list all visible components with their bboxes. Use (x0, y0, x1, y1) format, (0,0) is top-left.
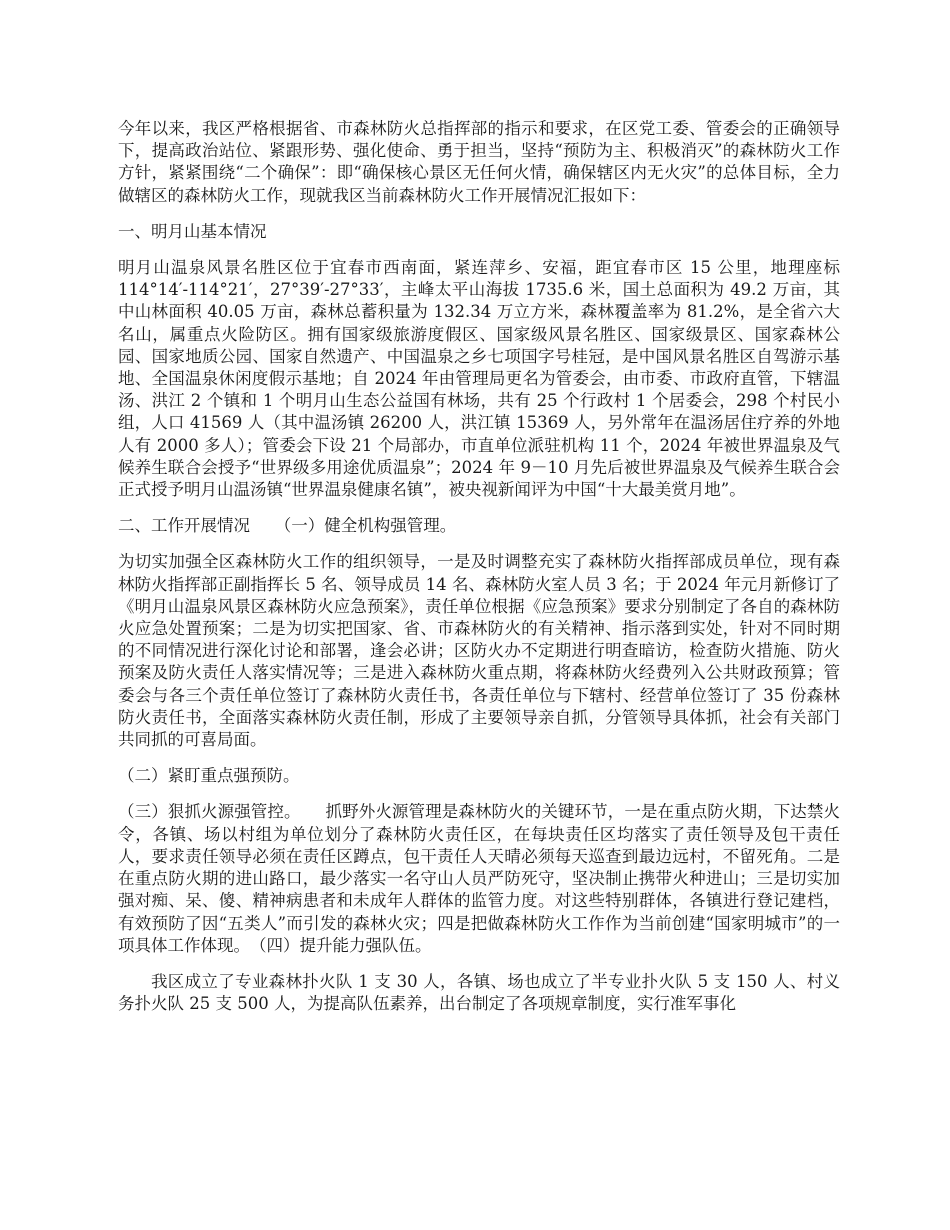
subsection-3-paragraph: （三）狠抓火源强管控。 抓野外火源管理是森林防火的关键环节，一是在重点防火期，下达禁火令，各镇、场以村组为单位划分了森林防火责任区，在每块责任区均落实了责任领导及包干责任人，要求责任领导必须在责任区蹲点，包干责任人天晴必须每天巡查到最边远村，不留死角。二是在重点防火期的进山路口，最少落实一名守山人员严防死守，坚决制止携带火种进山；三是切实加强对痴、呆、傻、精神病患者和未成年人群体的监管力度。对这些特别群体，各镇进行登记建档，有效预防了因“五类人”而引发的森林火灾；四是把做森林防火工作作为当前创建“国家明城市”的一项具体工作体现。 （四）提升能力强队伍。 (118, 802, 840, 955)
document-body (118, 118, 840, 1029)
section-1-paragraph: 明月山温泉风景名胜区位于宜春市西南面，紧连萍乡、安福，距宜春市区 15 公里，地理座标 114°14′-114°21′，27°39′-27°33′，主峰太平山海拔 1735.6 米，国土总面积为 49.2 万亩，其中山林面积 40.05 万亩，森林总蓄积量为 132.34 万立方米，森林覆盖率为 81.2%，是全省六大名山，属重点火险防区。拥有国家级旅游度假区、国家级风景名胜区、国家级景区、国家森林公园、国家地质公园、国家自然遗产、中国温泉之乡七项国字号桂冠，是中国风景名胜区自驾游示基地、全国温泉休闲度假示基地；自 2024 年由管理局更名为管委会，由市委、市政府直管，下辖温汤、洪江 2 个镇和 1 个明月山生态公益国有林场，共有 25 个行政村 1 个居委会，298 个村民小组，人口 41569 人（其中温汤镇 26200 人，洪江镇 15369 人，另外常年在温汤居住疗养的外地人有 2000 多人）；管委会下设 21 个局部办，市直单位派驻机构 11 个，2024 年被世界温泉及气候养生联合会授予“世界级多用途优质温泉”；2024 年 9－10 月先后被世界温泉及气候养生联合会正式授予明月山温汤镇“世界温泉健康名镇”，被央视新闻评为中国“十大最美赏月地”。 (118, 258, 840, 500)
section-2-paragraph: 为切实加强全区森林防火工作的组织领导，一是及时调整充实了森林防火指挥部成员单位，现有森林防火指挥部正副指挥长 5 名、领导成员 14 名、森林防火室人员 3 名；于 2024 年元月新修订了《明月山温泉风景区森林防火应急预案》，责任单位根据《应急预案》要求分别制定了各自的森林防火应急处置预案；二是为切实把国家、省、市森林防火的有关精神、指示落到实处，针对不同时期的不同情况进行深化讨论和部署，逢会必讲；区防火办不定期进行明查暗访，检查防火措施、防火预案及防火责任人落实情况等；三是进入森林防火重点期，将森林防火经费列入公共财政预算；管委会与各三个责任单位签订了森林防火责任书，各责任单位与下辖村、经营单位签订了 35 份森林防火责任书，全面落实森林防火责任制，形成了主要领导亲自抓，分管领导具体抓，社会有关部门共同抓的可喜局面。 (118, 552, 840, 750)
section-2-heading: 二、工作开展情况 （一）健全机构强管理。 (118, 516, 457, 536)
intro-paragraph: 今年以来，我区严格根据省、市森林防火总指挥部的指示和要求，在区党工委、管委会的正确领导下，提高政治站位、紧跟形势、强化使命、勇于担当，坚持“预防为主、积极消灭”的森林防火工作方针，紧紧围绕“二个确保”：即“确保核心景区无任何火情，确保辖区内无火灾”的总体目标，全力做辖区的森林防火工作，现就我区当前森林防火工作开展情况汇报如下： (118, 119, 840, 205)
subsection-4-paragraph: 我区成立了专业森林扑火队 1 支 30 人，各镇、场也成立了半专业扑火队 5 支 150 人、村义务扑火队 25 支 500 人，为提高队伍素养，出台制定了各项规章制度，实行准军事化 (118, 971, 840, 1014)
section-1-heading: 一、明月山基本情况 (118, 221, 267, 241)
subsection-2-heading: （二）紧盯重点强预防。 (118, 766, 300, 786)
